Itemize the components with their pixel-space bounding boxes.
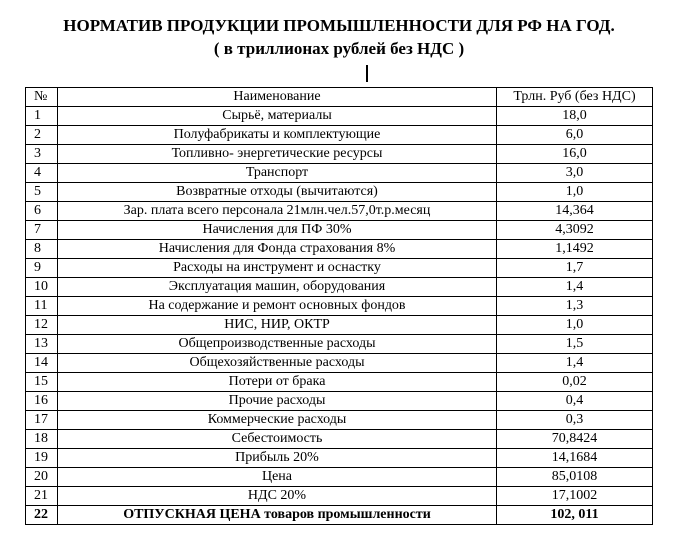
table-row [26,240,653,259]
row-name: Начисления для Фонда страхования 8% [58,240,497,259]
row-number: 3 [26,145,58,164]
row-name: Расходы на инструмент и оснастку [58,259,497,278]
row-value: 14,364 [497,202,653,221]
table-row [26,392,653,411]
table-row [26,164,653,183]
row-name: Эксплуатация машин, оборудования [58,278,497,297]
row-value: 1,7 [497,259,653,278]
row-name: Полуфабрикаты и комплектующие [58,126,497,145]
row-value: 1,0 [497,183,653,202]
table-body [26,107,653,525]
row-number: 9 [26,259,58,278]
row-number: 21 [26,487,58,506]
row-value: 3,0 [497,164,653,183]
row-number: 19 [26,449,58,468]
row-name: На содержание и ремонт основных фондов [58,297,497,316]
table-row [26,126,653,145]
page-title: НОРМАТИВ ПРОДУКЦИИ ПРОМЫШЛЕННОСТИ ДЛЯ РФ НА ГОД. [63,16,615,35]
table-row [26,354,653,373]
row-value: 17,1002 [497,487,653,506]
table-row [26,373,653,392]
table-row [26,183,653,202]
row-number: 6 [26,202,58,221]
row-name: Общехозяйственные расходы [58,354,497,373]
norms-table [25,87,653,525]
table-row [26,449,653,468]
row-number: 11 [26,297,58,316]
row-name: Общепроизводственные расходы [58,335,497,354]
row-name: Прочие расходы [58,392,497,411]
row-number: 2 [26,126,58,145]
row-value: 70,8424 [497,430,653,449]
row-value: 0,4 [497,392,653,411]
row-number: 16 [26,392,58,411]
table-row [26,506,653,525]
row-number: 20 [26,468,58,487]
row-value: 85,0108 [497,468,653,487]
page-subtitle: ( в триллионах рублей без НДС ) [213,39,465,58]
table-header-row [26,88,653,107]
row-number: 10 [26,278,58,297]
table-row [26,202,653,221]
row-number: 1 [26,107,58,126]
table-row [26,278,653,297]
row-value: 1,1492 [497,240,653,259]
row-number: 17 [26,411,58,430]
table-row [26,259,653,278]
table-row [26,107,653,126]
row-value: 14,1684 [497,449,653,468]
row-name: ОТПУСКНАЯ ЦЕНА товаров промышленности [58,506,497,525]
row-value: 0,3 [497,411,653,430]
table-row [26,145,653,164]
table-row [26,316,653,335]
table-row [26,411,653,430]
header-value: Трлн. Руб (без НДС) [497,88,653,107]
row-number: 14 [26,354,58,373]
row-number: 5 [26,183,58,202]
row-name: Цена [58,468,497,487]
table-row [26,487,653,506]
row-value: 18,0 [497,107,653,126]
row-number: 22 [26,506,58,525]
row-value: 4,3092 [497,221,653,240]
row-number: 8 [26,240,58,259]
row-value: 1,3 [497,297,653,316]
row-value: 1,0 [497,316,653,335]
table-row [26,468,653,487]
table-row [26,335,653,354]
row-name: Себестоимость [58,430,497,449]
row-number: 13 [26,335,58,354]
row-name: Начисления для ПФ 30% [58,221,497,240]
row-value: 1,4 [497,278,653,297]
row-name: Потери от брака [58,373,497,392]
row-name: НДС 20% [58,487,497,506]
row-value: 0,02 [497,373,653,392]
table-row [26,221,653,240]
row-value: 1,5 [497,335,653,354]
table-row [26,430,653,449]
row-name: Прибыль 20% [58,449,497,468]
row-number: 12 [26,316,58,335]
row-number: 4 [26,164,58,183]
row-name: НИС, НИР, ОКТР [58,316,497,335]
row-number: 7 [26,221,58,240]
row-name: Возвратные отходы (вычитаются) [58,183,497,202]
row-name: Коммерческие расходы [58,411,497,430]
row-value: 16,0 [497,145,653,164]
row-value: 1,4 [497,354,653,373]
header-number: № [26,88,58,107]
row-name: Зар. плата всего персонала 21млн.чел.57,0т.р.месяц [58,202,497,221]
header-name: Наименование [58,88,497,107]
row-name: Топливно- энергетические ресурсы [58,145,497,164]
row-value: 6,0 [497,126,653,145]
row-name: Транспорт [58,164,497,183]
row-name: Сырьё, материалы [58,107,497,126]
row-number: 18 [26,430,58,449]
row-number: 15 [26,373,58,392]
text-cursor [366,65,368,82]
row-value: 102, 011 [497,506,653,525]
table-row [26,297,653,316]
